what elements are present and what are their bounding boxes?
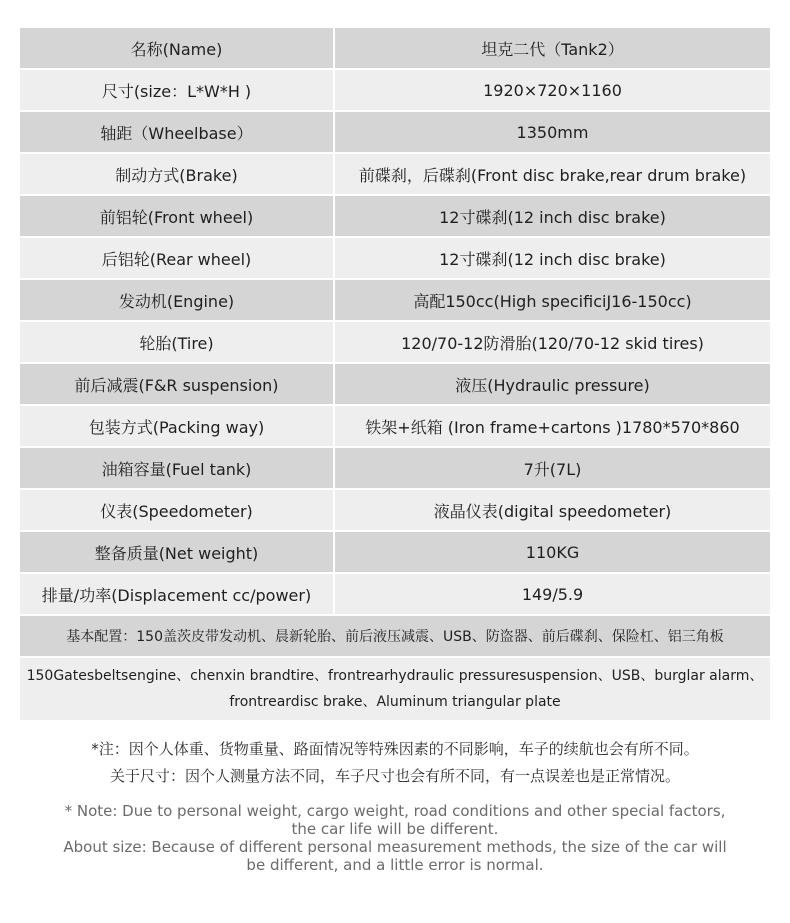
note-english-block [0, 802, 790, 874]
note-english-line: About size: Because of different personal measurement methods, the size of the car will [63, 838, 727, 856]
spec-value: 110KG [335, 532, 770, 572]
spec-name: 前铝轮(Front wheel) [20, 196, 333, 236]
spec-value: 铁架+纸箱 (Iron frame+cartons )1780*570*860 [335, 406, 770, 446]
spec-name: 整备质量(Net weight) [20, 532, 333, 572]
spec-value: 149/5.9 [335, 574, 770, 614]
spec-row [20, 280, 770, 320]
spec-name: 轴距（Wheelbase） [20, 112, 333, 152]
spec-value: 12寸碟刹(12 inch disc brake) [335, 196, 770, 236]
spec-row [20, 448, 770, 488]
spec-value: 7升(7L) [335, 448, 770, 488]
spec-name: 发动机(Engine) [20, 280, 333, 320]
spec-value: 坦克二代（Tank2） [335, 28, 770, 68]
spec-name: 尺寸(size：L*W*H ) [20, 70, 333, 110]
spec-name: 名称(Name) [20, 28, 333, 68]
note-english-line: * Note: Due to personal weight, cargo weight, road conditions and other special factors, [64, 802, 726, 820]
spec-name: 后铝轮(Rear wheel) [20, 238, 333, 278]
note-chinese-line: 关于尺寸：因个人测量方法不同，车子尺寸也会有所不同，有一点误差也是正常情况。 [109, 767, 680, 785]
notes-section [0, 736, 790, 874]
spec-row [20, 196, 770, 236]
spec-value: 120/70-12防滑胎(120/70-12 skid tires) [335, 322, 770, 362]
spec-value: 1920×720×1160 [335, 70, 770, 110]
config-english-line: 150Gatesbeltsengine、chenxin brandtire、frontrearhydraulic pressuresuspension、USB、burglar alarm、 [26, 668, 764, 684]
spec-value: 12寸碟刹(12 inch disc brake) [335, 238, 770, 278]
spec-name: 轮胎(Tire) [20, 322, 333, 362]
spec-row [20, 70, 770, 110]
note-english-line: the car life will be different. [291, 820, 499, 838]
spec-row [20, 406, 770, 446]
spec-value: 前碟刹，后碟刹(Front disc brake,rear drum brake) [335, 154, 770, 194]
config-english-row [20, 658, 770, 720]
config-chinese-text: 基本配置：150盖茨皮带发动机、晨新轮胎、前后液压减震、USB、防盗器、前后碟刹、保险杠、铝三角板 [66, 629, 724, 645]
spec-row [20, 532, 770, 572]
spec-name: 制动方式(Brake) [20, 154, 333, 194]
spec-row [20, 364, 770, 404]
spec-name: 前后减震(F&R suspension) [20, 364, 333, 404]
spec-value: 高配150cc(High specificiJ16-150cc) [335, 280, 770, 320]
spec-row [20, 238, 770, 278]
spec-row [20, 574, 770, 614]
spec-name: 仪表(Speedometer) [20, 490, 333, 530]
spec-row [20, 490, 770, 530]
spec-row [20, 154, 770, 194]
spec-name: 排量/功率(Displacement cc/power) [20, 574, 333, 614]
spec-row [20, 322, 770, 362]
spec-name: 包装方式(Packing way) [20, 406, 333, 446]
note-english-line: be different, and a little error is normal. [246, 856, 544, 874]
note-chinese-line: *注：因个人体重、货物重量、路面情况等特殊因素的不同影响，车子的续航也会有所不同。 [91, 740, 699, 758]
spec-row [20, 112, 770, 152]
spec-value: 液压(Hydraulic pressure) [335, 364, 770, 404]
spec-row [20, 28, 770, 68]
config-chinese-row [20, 616, 770, 656]
config-english-line: frontreardisc brake、Aluminum triangular plate [229, 694, 561, 710]
spec-value: 1350mm [335, 112, 770, 152]
spec-value: 液晶仪表(digital speedometer) [335, 490, 770, 530]
spec-table [20, 28, 770, 720]
spec-name: 油箱容量(Fuel tank) [20, 448, 333, 488]
